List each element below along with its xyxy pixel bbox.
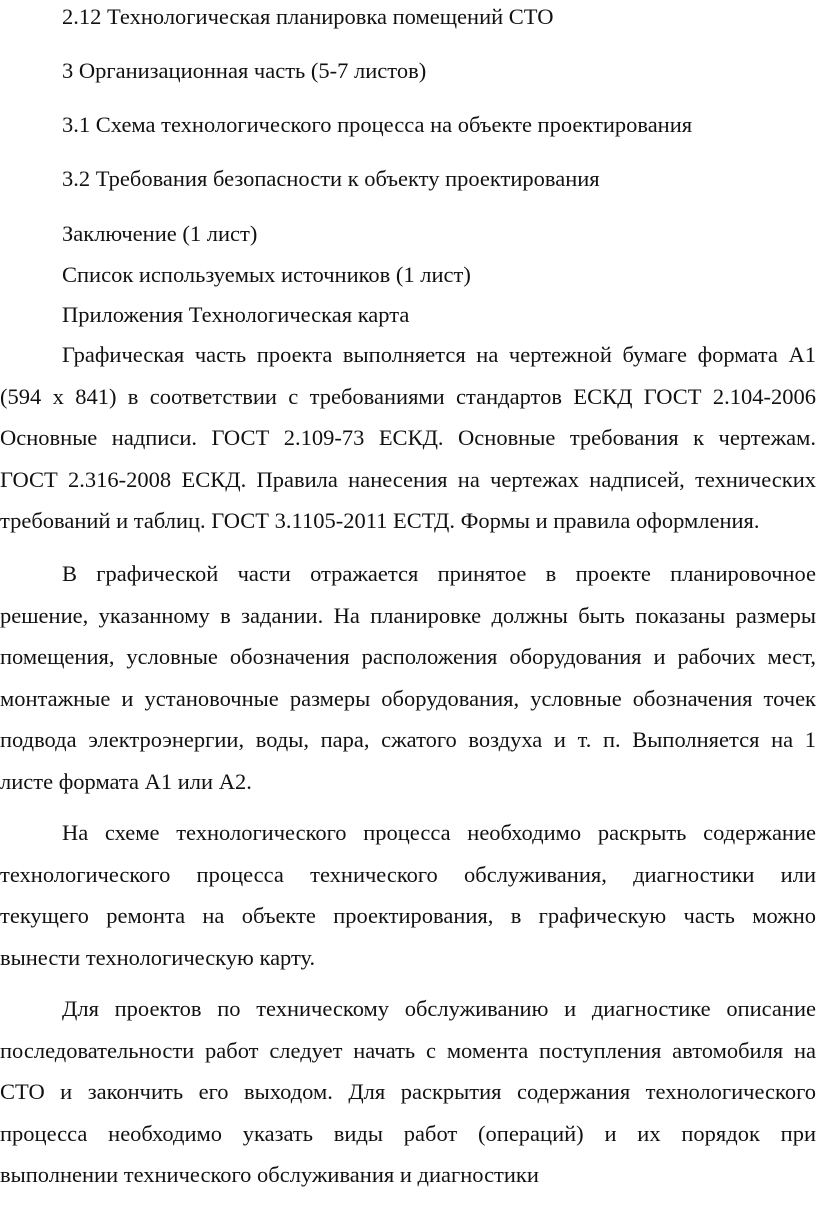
paragraph-line: технологического процесса технического обслуживания, диагностики или — [0, 861, 816, 887]
toc-item-2-12: 2.12 Технологическая планировка помещений СТО — [62, 4, 554, 29]
paragraph-line: решение, указанному в задании. На планировке должны быть показаны размеры — [0, 602, 816, 628]
toc-item-appendix: Приложения Технологическая карта — [62, 302, 410, 327]
paragraph-line: СТО и закончить его выходом. Для раскрытия содержания технологического — [0, 1079, 816, 1105]
paragraph-line: Основные надписи. ГОСТ 2.109-73 ЕСКД. Основные требования к чертежам. — [0, 425, 816, 451]
paragraph-line: монтажные и установочные размеры оборудования, условные обозначения точек — [0, 685, 816, 711]
paragraph-maintenance-projects — [0, 988, 816, 1196]
toc-item-3-1: 3.1 Схема технологического процесса на объекте проектирования — [62, 112, 693, 137]
paragraph-line: В графической части отражается принятое в проекте планировочное — [62, 561, 816, 586]
paragraph-line: помещения, условные обозначения расположения оборудования и рабочих мест, — [0, 644, 816, 670]
paragraph-graphic-part — [0, 334, 816, 542]
paragraph-line: ГОСТ 2.316-2008 ЕСКД. Правила нанесения на чертежах надписей, технических — [0, 466, 816, 492]
toc-item-conclusion: Заключение (1 лист) — [62, 221, 258, 246]
toc-item-3: 3 Организационная часть (5-7 листов) — [62, 58, 427, 83]
toc-item-sources: Список используемых источников (1 лист) — [62, 262, 471, 287]
paragraph-line: последовательности работ следует начать с момента поступления автомобиля на — [0, 1037, 816, 1063]
paragraph-line: На схеме технологического процесса необходимо раскрыть содержание — [62, 820, 816, 845]
paragraph-line: процесса необходимо указать виды работ (операций) и их порядок при — [0, 1120, 816, 1146]
paragraph-line: выполнении технического обслуживания и диагностики — [0, 1162, 539, 1188]
paragraph-line: (594 х 841) в соответствии с требованиями стандартов ЕСКД ГОСТ 2.104-2006 — [0, 383, 816, 409]
paragraph-line: Графическая часть проекта выполняется на чертежной бумаге формата А1 — [62, 342, 816, 367]
paragraph-line: вынести технологическую карту. — [0, 944, 316, 970]
paragraph-line: подвода электроэнергии, воды, пара, сжатого воздуха и т. п. Выполняется на 1 — [0, 727, 816, 753]
paragraph-line: текущего ремонта на объекте проектирования, в графическую часть можно — [0, 903, 816, 929]
toc-item-3-2: 3.2 Требования безопасности к объекту проектирования — [62, 166, 600, 191]
paragraph-line: требований и таблиц. ГОСТ 3.1105-2011 ЕСТД. Формы и правила оформления. — [0, 508, 760, 534]
paragraph-process-scheme — [0, 812, 816, 978]
paragraph-line: листе формата А1 или А2. — [0, 768, 252, 794]
paragraph-planning-solution — [0, 553, 816, 803]
paragraph-line: Для проектов по техническому обслуживанию и диагностике описание — [62, 996, 816, 1021]
